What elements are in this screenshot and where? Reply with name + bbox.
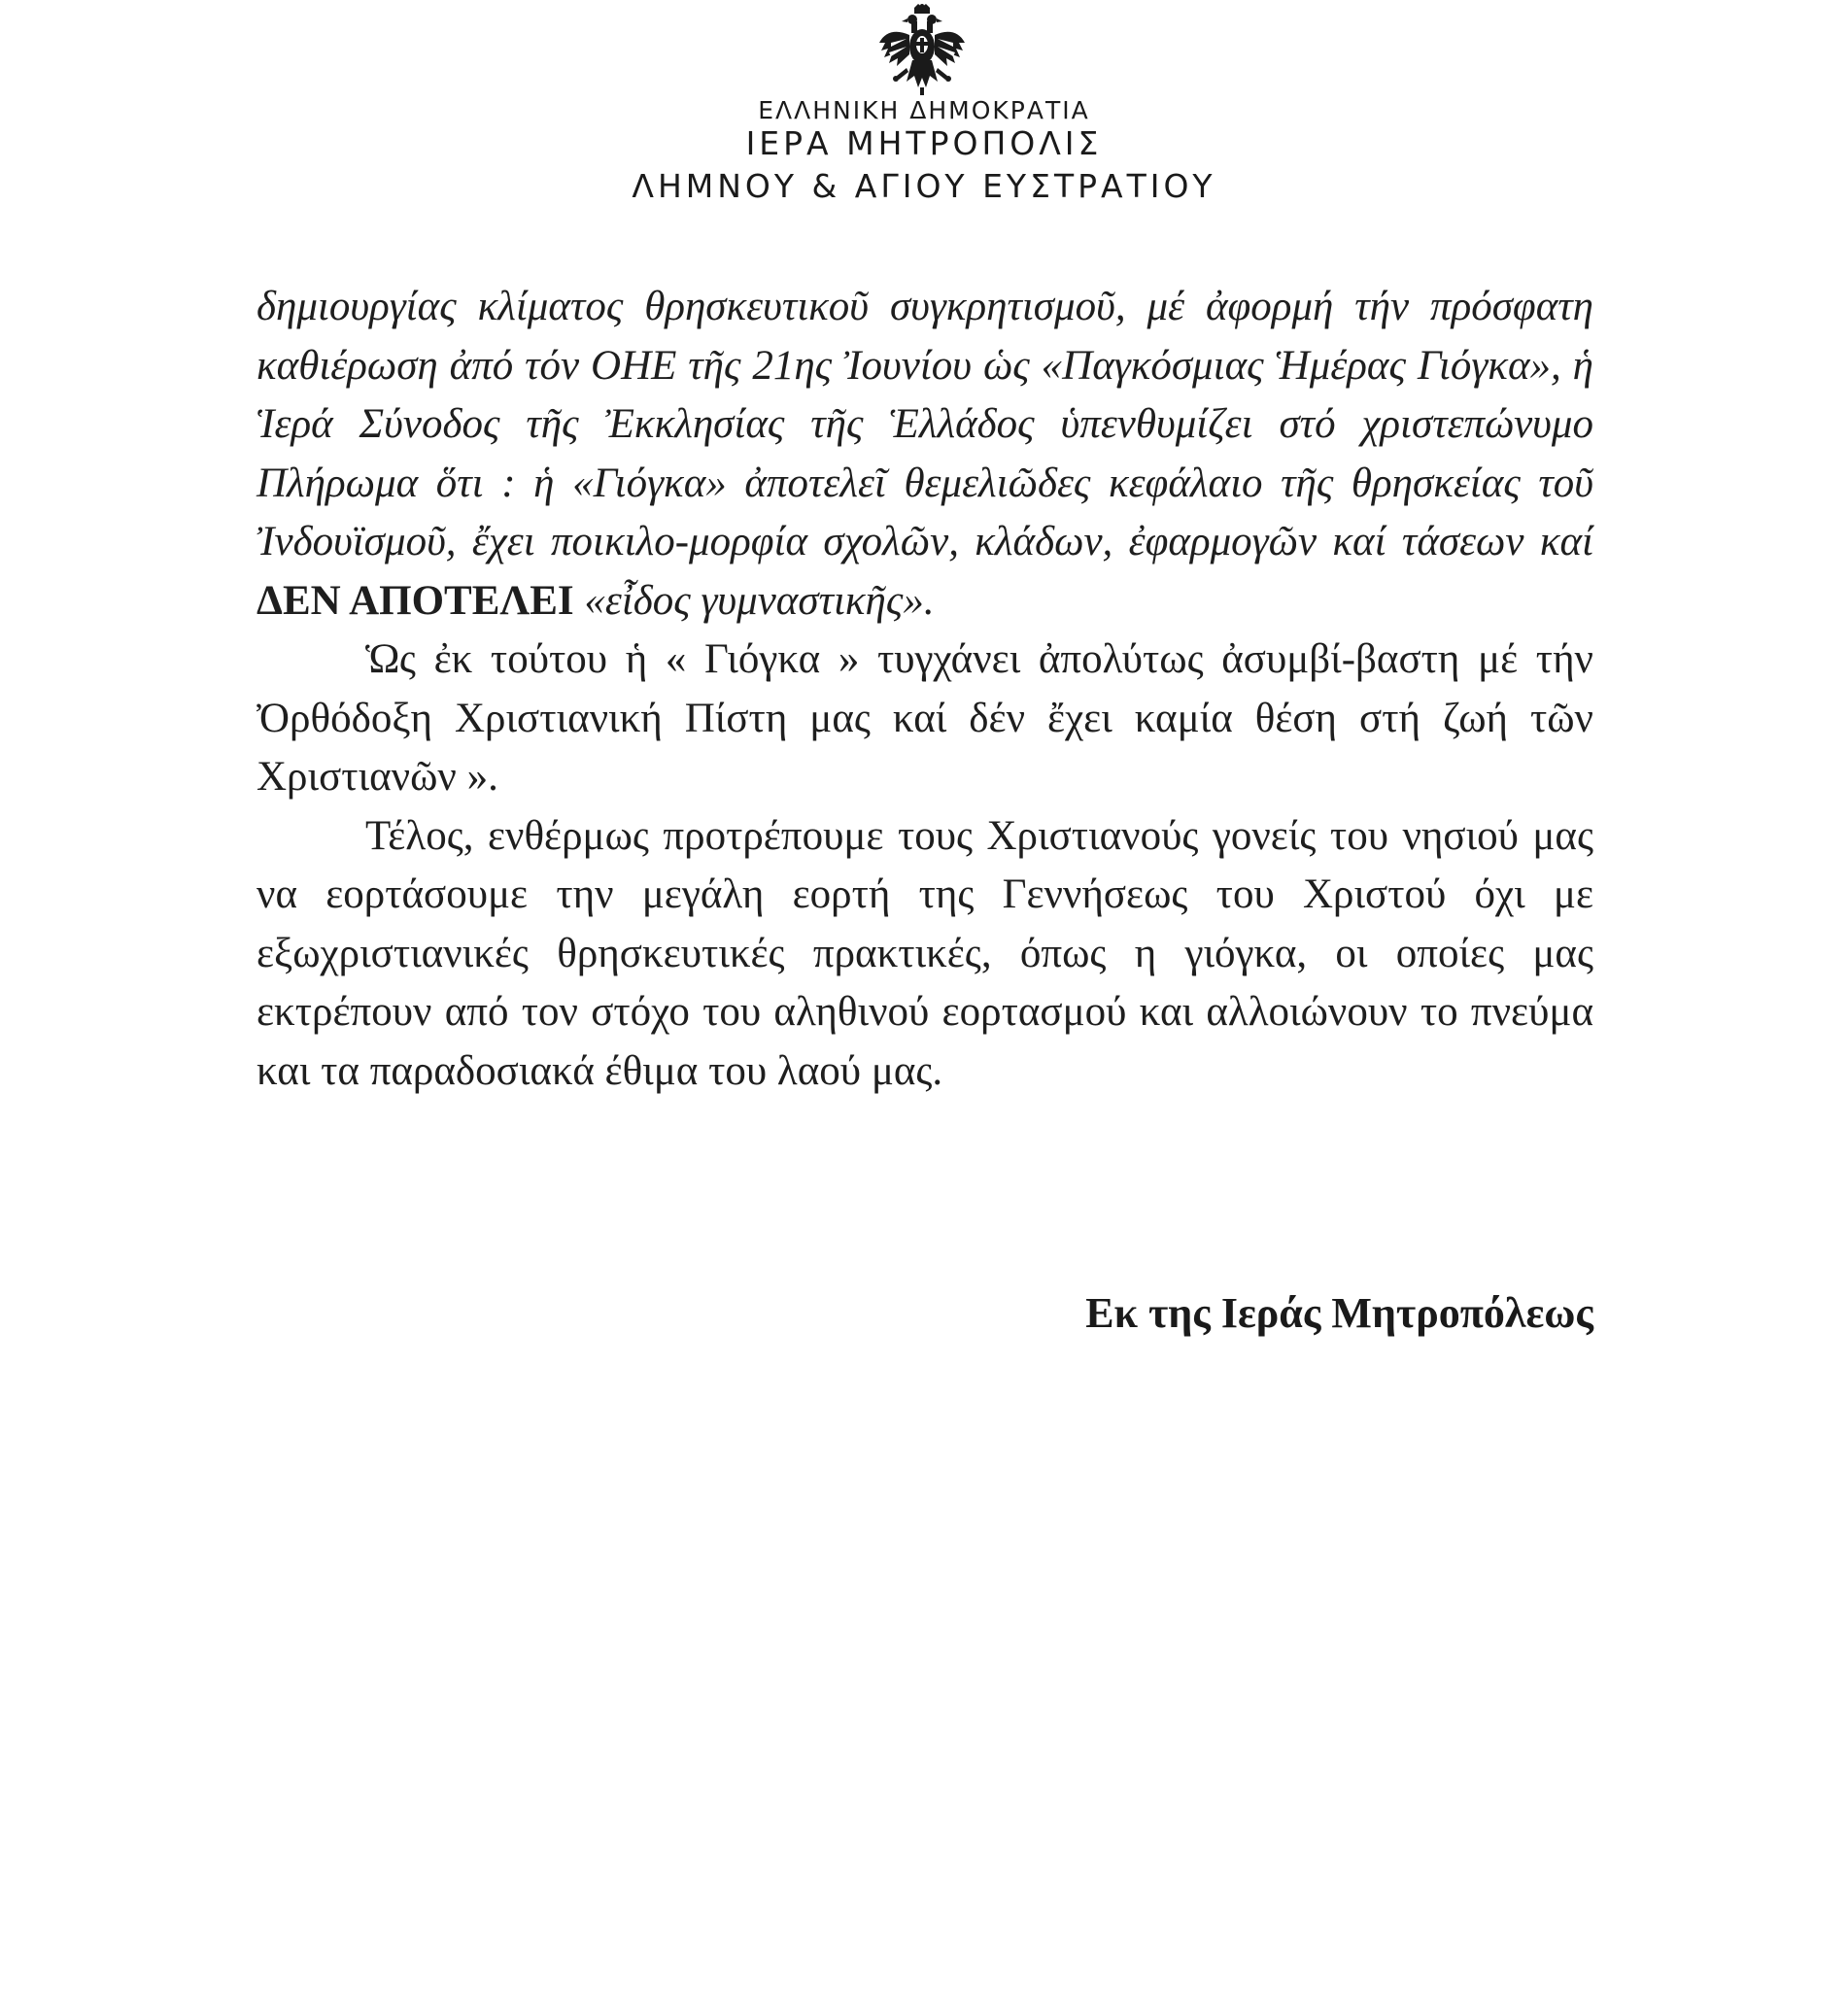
paragraph-tail: «εἶδος γυμναστικῆς».	[573, 577, 935, 624]
letter-body	[257, 278, 1593, 1101]
emphasis-text: ΔΕΝ ΑΠΟΤΕΛΕΙ	[257, 577, 574, 624]
paragraph-synod-statement	[257, 278, 1593, 631]
signature: Εκ της Ιεράς Μητροπόλεως	[1085, 1289, 1593, 1337]
paragraph-exhortation: Τέλος, ενθέρμως προτρέπουμε τους Χριστιανούς γονείς του νησιού μας να εορτάσουμε την μεγάλη εορτή της Γεννήσεως του Χριστού όχι με εξωχριστιανικές θρησκευτικές πρακτικές, όπως η γιόγκα, οι οποίες μας εκτρέπουν από τον στόχο του αληθινού εορτασμού και αλλοιώνουν το πνεύμα και τα παραδοσιακά έθιμα του λαού μας.	[257, 812, 1593, 1094]
double-headed-eagle-icon	[877, 4, 967, 97]
state-title: ΕΛΛΗΝΙΚΗ ΔΗΜΟΚΡΑΤΙΑ	[758, 96, 1090, 124]
metropolis-title: ΙΕΡΑ ΜΗΤΡΟΠΟΛΙΣ	[745, 124, 1103, 162]
region-title: ΛΗΜΝΟΥ & ΑΓΙΟΥ ΕΥΣΤΡΑΤΙΟΥ	[632, 167, 1216, 205]
paragraph-incompatibility: Ὡς ἐκ τούτου ἡ « Γιόγκα » τυγχάνει ἀπολύτως ἀσυμβί-βαστη μέ τήν Ὀρθόδοξη Χριστιανική Πίστη μας καί δέν ἔχει καμία θέση στή ζωή τῶν Χριστιανῶν ».	[257, 636, 1593, 800]
paragraph-text: δημιουργίας κλίματος θρησκευτικοῦ συγκρητισμοῦ, μέ ἀφορμή τήν πρόσφατη καθιέρωση ἀπό τόν ΟΗΕ τῆς 21ης Ἰουνίου ὡς «Παγκόσμιας Ἡμέρας Γιόγκα», ἡ Ἱερά Σύνοδος τῆς Ἐκκλησίας τῆς Ἑλλάδος ὑπενθυμίζει στό χριστεπώνυμο Πλήρωμα ὅτι : ἡ «Γιόγκα» ἀποτελεῖ θεμελιῶδες κεφάλαιο τῆς θρησκείας τοῦ Ἰνδουϊσμοῦ, ἔχει ποικιλο-μορφία σχολῶν, κλάδων, ἐφαρμογῶν καί τάσεων καί	[257, 284, 1593, 564]
